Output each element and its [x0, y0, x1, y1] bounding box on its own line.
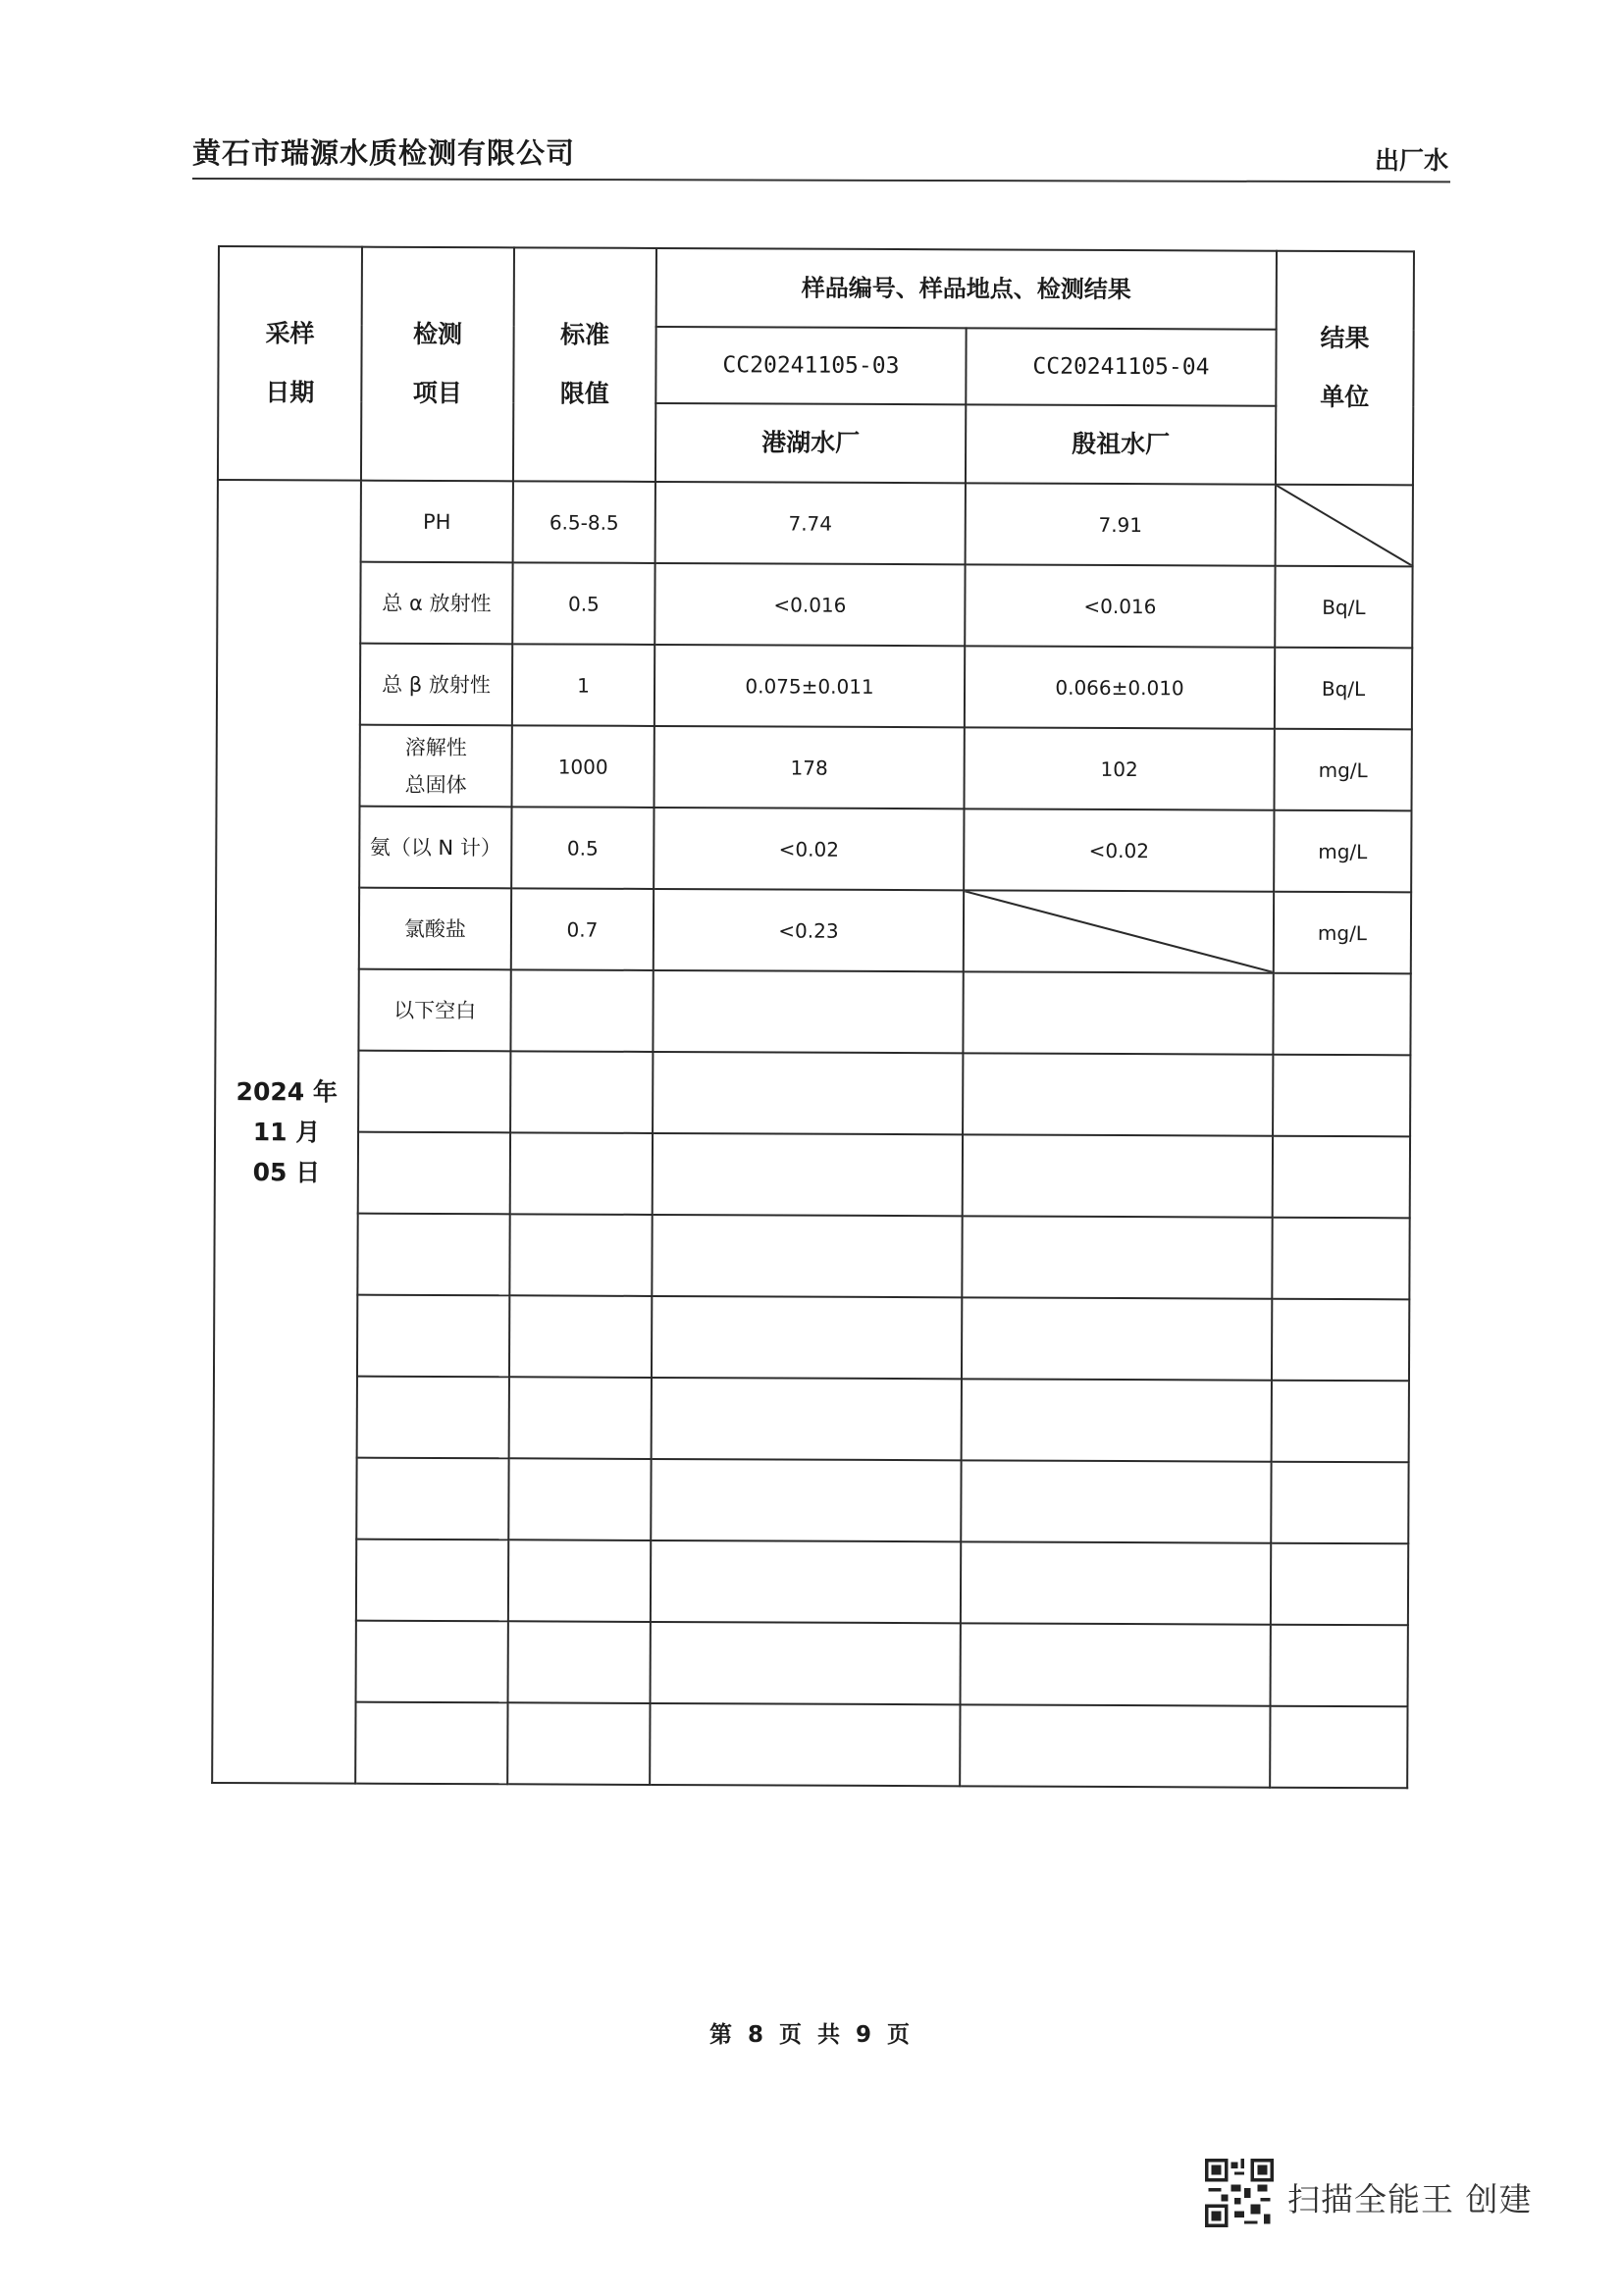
sample-location-1: 港湖水厂 [655, 403, 966, 483]
table-row [215, 968, 1410, 1055]
table-row [217, 724, 1412, 810]
unit-not-applicable [1276, 485, 1413, 567]
table-row [218, 480, 1413, 566]
standard-limit: 0.7 [511, 888, 654, 970]
document-type: 出厂水 [1374, 146, 1448, 175]
result-value: 7.91 [966, 483, 1276, 565]
header-standard-limit: 标准 限值 [513, 247, 656, 482]
standard-limit: 0.5 [511, 807, 654, 889]
sample-id-1: CC20241105-03 [655, 327, 966, 404]
test-item: 总 β 放射性 [360, 644, 512, 726]
qr-code-icon [1205, 2159, 1274, 2227]
table-row [217, 561, 1412, 648]
table-row [217, 643, 1412, 729]
standard-limit: 6.5-8.5 [513, 481, 655, 563]
result-unit: Bq/L [1275, 648, 1412, 730]
header-sampling-date: 采样 日期 [218, 246, 362, 481]
page-number: 第 8 页 共 9 页 [708, 2022, 915, 2048]
test-item: PH [361, 481, 513, 563]
sample-id-2: CC20241105-04 [966, 328, 1276, 405]
result-value: 0.066±0.010 [965, 646, 1275, 728]
result-unit: Bq/L [1275, 566, 1412, 649]
empty-row [213, 1620, 1408, 1706]
result-value: <0.02 [654, 808, 964, 890]
result-unit: mg/L [1274, 892, 1411, 974]
sample-location-2: 殷祖水厂 [966, 404, 1276, 484]
test-item: 氨（以 N 计） [359, 807, 511, 889]
result-value: 0.075±0.011 [654, 645, 965, 727]
result-value: <0.23 [654, 889, 964, 971]
result-value: <0.016 [965, 564, 1275, 647]
result-unit: mg/L [1274, 729, 1411, 811]
scanner-watermark [1205, 2159, 1558, 2227]
result-value: 102 [965, 727, 1275, 809]
results-table-container [211, 245, 1413, 1789]
result-unit: mg/L [1274, 810, 1411, 893]
results-table [211, 245, 1415, 1789]
result-value: 7.74 [655, 482, 966, 564]
empty-row [214, 1376, 1409, 1462]
empty-row [214, 1213, 1409, 1299]
result-not-applicable [964, 890, 1274, 972]
empty-row [213, 1539, 1408, 1625]
standard-limit: 1000 [512, 725, 654, 808]
sampling-date-cell: 2024 年 11 月 05 日 [212, 480, 361, 1784]
test-item: 溶解性 总固体 [360, 725, 512, 808]
header-test-item: 检测 项目 [361, 247, 514, 482]
test-item: 氯酸盐 [359, 888, 511, 970]
table-row [216, 887, 1411, 973]
company-name: 黄石市瑞源水质检测有限公司 [192, 136, 576, 170]
header-results-group: 样品编号、样品地点、检测结果 [656, 248, 1277, 330]
blank-below-marker: 以下空白 [358, 969, 510, 1052]
scanner-label: 扫描全能王 创建 [1287, 2180, 1533, 2218]
result-value: <0.02 [964, 809, 1274, 891]
empty-row [215, 1050, 1410, 1136]
empty-row [214, 1294, 1409, 1381]
standard-limit: 0.5 [512, 562, 654, 645]
header-result-unit: 结果 单位 [1276, 251, 1414, 486]
empty-row [213, 1457, 1408, 1543]
empty-row [215, 1131, 1410, 1218]
table-row [216, 806, 1411, 892]
standard-limit: 1 [512, 644, 654, 726]
result-value: <0.016 [654, 563, 965, 646]
result-value: 178 [654, 726, 965, 809]
test-item: 总 α 放射性 [360, 562, 512, 645]
report-header [192, 128, 1448, 184]
empty-row [212, 1701, 1407, 1788]
